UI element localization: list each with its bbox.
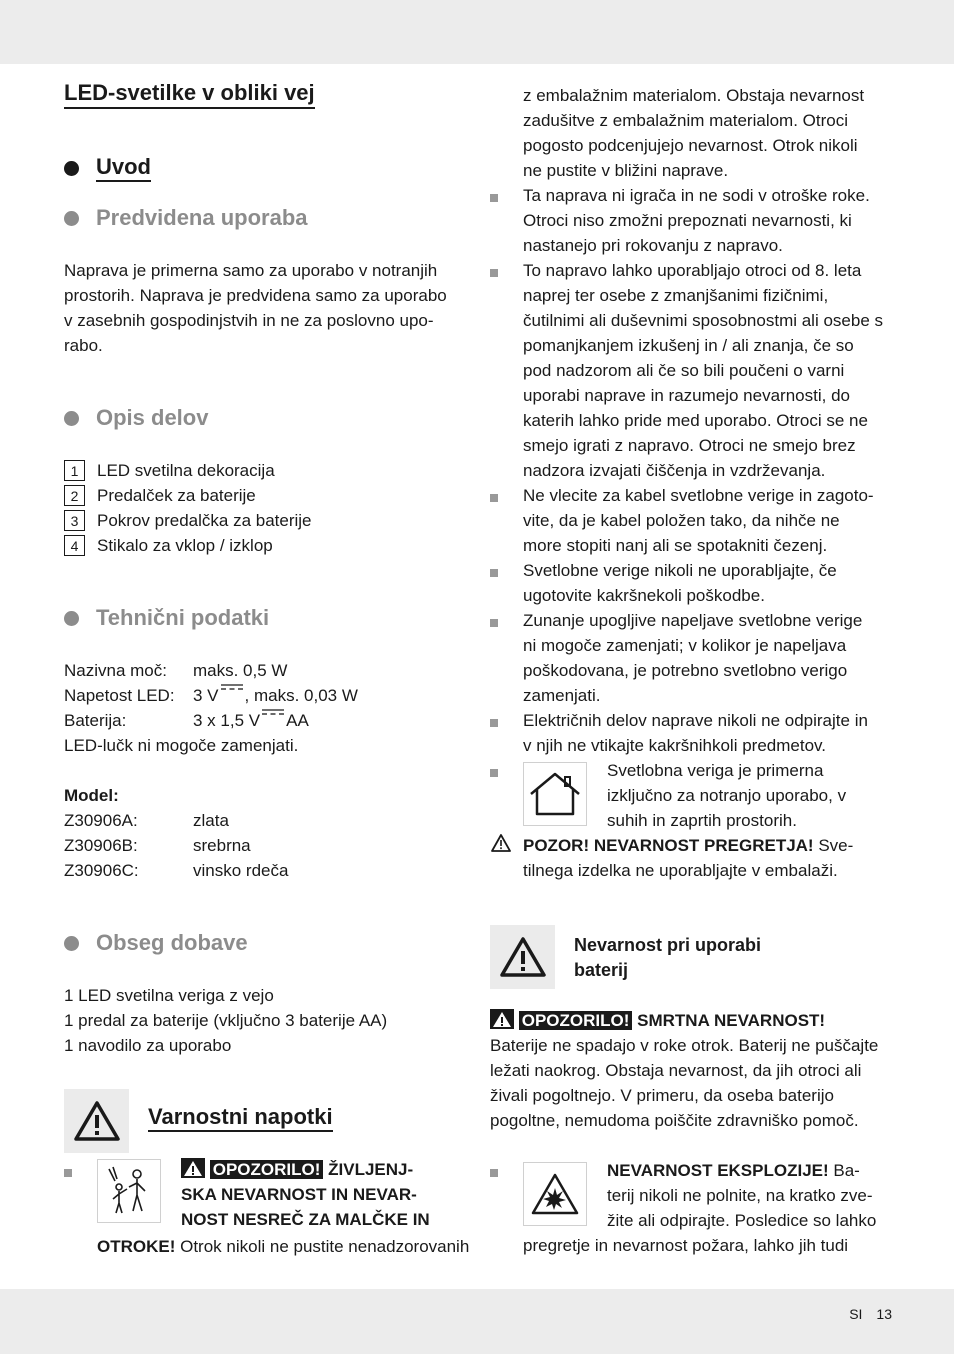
indoor-use-text: Svetlobna veriga je primerna izključno za notranjo uporabo, v suhih in zaprtih prostorih. — [607, 761, 847, 830]
bullet-dot-icon — [64, 936, 79, 951]
heading-delivery: Obseg dobave — [64, 930, 248, 956]
battery-warning-text: Baterije ne spadajo v roke otrok. Baterij ne puščajte ležati naokrog. Obstaja nevarnost, da jih otroci ali živali pogoltnejo. V primeru, da oseba baterijo pogoltne, nemudoma poiščite zdravniško pomoč. — [490, 1036, 879, 1130]
list-item: 2 Predalček za baterije — [64, 483, 312, 508]
intended-use-text: Naprava je primerna samo za uporabo v notranjih prostorih. Naprava je predvidena samo za uporabo v zasebnih gospodinjstvih in ne za poslovno upo- rabo. — [64, 261, 447, 355]
dc-symbol-icon — [262, 708, 284, 716]
delivery-list: 1 LED svetilna veriga z vejo 1 predal za baterije (vključno 3 baterije AA) 1 navodilo za uporabo — [64, 986, 388, 1055]
bullet-dot-icon — [64, 411, 79, 426]
language-code: SI — [849, 1306, 863, 1322]
bottom-band — [0, 1289, 954, 1354]
explosion-text-last: pregretje in nevarnost požara, lahko jih tudi — [523, 1236, 849, 1255]
bullet-square-icon — [490, 1169, 498, 1177]
safety-continued-text: z embalažnim materialom. Obstaja nevarnost zadušitve z embalažnim materialom. Otroci pogosto podcenjujejo nevarnost. Otrok nikoli ne pustite v bližini naprave. — [523, 86, 865, 180]
bullet-square-icon — [490, 619, 498, 627]
list-item: Ta naprava ni igrača in ne sodi v otroške roke. Otroci niso zmožni prepoznati nevarnosti, ki nastanejo pri rokovanju z napravo. — [523, 186, 870, 255]
model-row: Z30906A: zlata — [64, 811, 229, 830]
list-item: Električnih delov naprave nikoli ne odpirajte in v njih ne vtikajte kakršnihkoli predmetov. — [523, 711, 868, 755]
list-item: 1 LED svetilna dekoracija — [64, 458, 312, 483]
tech-data: Nazivna moč: maks. 0,5 W Napetost LED: 3 V , maks. 0,03 W Baterija: 3 x 1,5 V AA LED-lučk ni mogoče zamenjati. Model: Z30906A: zlata Z30906B: srebrna Z30906C: vinsko rdeča — [64, 658, 464, 883]
overheat-text: POZOR! NEVARNOST PREGRETJA! Sve- tilnega izdelka ne uporabljajte v embalaži. — [523, 836, 854, 880]
parts-list — [64, 458, 312, 558]
explosion-text: NEVARNOST EKSPLOZIJE! Ba- terij nikoli ne polnite, na kratko zve- žite ali odpirajte. Posledice so lahko — [607, 1161, 877, 1230]
tech-row: Napetost LED: 3 V , maks. 0,03 W — [64, 683, 464, 708]
list-item: Zunanje upogljive napeljave svetlobne verige ni mogoče zamenjati; v kolikor je napeljava poškodovana, je potrebno svetlobno verigo zamenjati. — [523, 611, 863, 705]
overheat-warning-icon — [490, 833, 512, 858]
top-band — [0, 0, 954, 64]
heading-intro: Uvod — [64, 154, 151, 182]
bullet-square-icon — [490, 719, 498, 727]
warning-icon — [181, 1158, 205, 1178]
page-number: 13 — [876, 1306, 892, 1322]
child-warning-icon — [97, 1159, 161, 1223]
bullet-square-icon — [490, 494, 498, 502]
heading-battery: Nevarnost pri uporabi baterij — [574, 935, 762, 980]
child-warning-last-line: OTROKE! Otrok nikoli ne pustite nenadzorovanih — [97, 1237, 470, 1256]
bullet-square-icon — [490, 194, 498, 202]
tech-row: Nazivna moč: maks. 0,5 W — [64, 661, 288, 680]
heading-tech: Tehnični podatki — [64, 605, 269, 631]
list-item: 4 Stikalo za vklop / izklop — [64, 533, 312, 558]
bullet-square-icon — [64, 1169, 72, 1177]
bullet-dot-icon — [64, 211, 79, 226]
list-item: 3 Pokrov predalčka za baterije — [64, 508, 312, 533]
bullet-square-icon — [490, 269, 498, 277]
dc-symbol-icon — [221, 683, 243, 691]
heading-intended-use: Predvidena uporaba — [64, 205, 308, 231]
child-warning-text: OPOZORILO! ŽIVLJENJ- SKA NEVARNOST IN NEVAR- NOST NESREČ ZA MALČKE IN — [181, 1160, 430, 1229]
list-item: Ne vlecite za kabel svetlobne verige in zagoto- vite, da je kabel položen tako, da nihče ne more stopiti nanj ali se spotakniti čezenj. — [523, 486, 874, 555]
warning-icon — [64, 1089, 129, 1153]
bullet-square-icon — [490, 569, 498, 577]
explosion-hazard-icon — [523, 1162, 587, 1226]
heading-safety: Varnostni napotki — [148, 1104, 333, 1132]
model-label: Model: — [64, 786, 119, 805]
warning-icon — [490, 1009, 514, 1029]
warning-icon — [490, 925, 555, 989]
battery-warning-title: OPOZORILO! SMRTNA NEVARNOST! — [490, 1008, 890, 1033]
list-item: To napravo lahko uporabljajo otroci od 8. leta naprej ter osebe z zmanjšanimi fizičnimi, čutilnimi ali duševnimi sposobnostmi ali osebe s pomanjkanjem izkušenj in / ali znanja, če so pod nadzorom ali če so bili poučeni o varni uporabi naprave in razumejo nevarnosti, do katerih lahko pride med uporabo. Otroci se ne smejo igrati z napravo. Otroci ne smejo brez nadzora izvajati čiščenja in vzdrževanja. — [523, 261, 883, 480]
model-row: Z30906C: vinsko rdeča — [64, 861, 289, 880]
bullet-square-icon — [490, 769, 498, 777]
tech-row: Baterija: 3 x 1,5 V AA — [64, 708, 464, 733]
model-row: Z30906B: srebrna — [64, 836, 251, 855]
page-footer — [835, 1306, 892, 1322]
indoor-use-house-icon — [523, 762, 587, 826]
bullet-dot-icon — [64, 161, 79, 176]
list-item: Svetlobne verige nikoli ne uporabljajte, če ugotovite kakršnekoli poškodbe. — [523, 561, 837, 605]
heading-parts: Opis delov — [64, 405, 208, 431]
document-title: LED-svetilke v obliki vej — [64, 80, 315, 109]
bullet-dot-icon — [64, 611, 79, 626]
